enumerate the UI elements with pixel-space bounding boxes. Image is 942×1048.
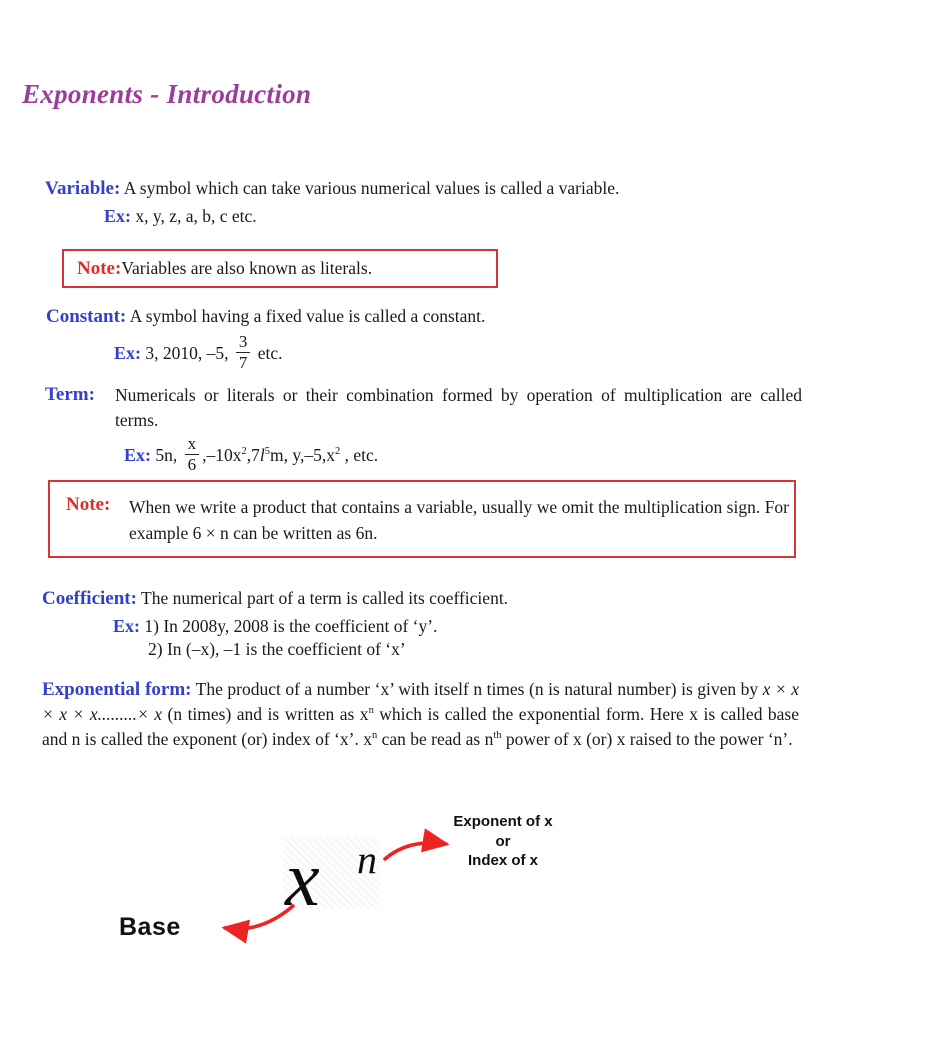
coefficient-ex-1: 1) In 2008y, 2008 is the coefficient of ‘y’. (144, 616, 438, 636)
term-heading: Term: (45, 384, 95, 405)
variable-definition: A symbol which can take various numerical values is called a variable. (123, 178, 620, 198)
constant-ex-label: Ex: (114, 343, 141, 363)
term-example-line (124, 430, 378, 480)
constant-definition: A symbol having a fixed value is called a constant. (129, 306, 486, 326)
note-box-2 (48, 480, 796, 558)
coefficient-definition-line (42, 588, 508, 610)
note1-label: Note: (77, 257, 122, 279)
term-ex-expression: 5n, $\frac{x}{6}$ $,-10x^2,7l^5m$, $y,-5,x^2$ , etc. (155, 434, 379, 475)
variable-heading: Variable: (45, 178, 121, 199)
note2-label: Note: (66, 494, 111, 515)
coefficient-example-line-2 (148, 639, 406, 660)
coefficient-ex-2: 2) In (–x), –1 is the coefficient of ‘x’ (148, 639, 406, 659)
constant-heading: Constant: (46, 306, 127, 327)
exponential-form-heading: Exponential form: (42, 679, 192, 700)
coefficient-ex-label: Ex: (113, 616, 140, 636)
note1-text: Variables are also known as literals. (121, 258, 373, 278)
exponent-label-line1: Exponent of x (453, 813, 553, 830)
page-title: Exponents - Introduction (22, 79, 312, 109)
coefficient-example-line-1 (113, 616, 437, 637)
exponent-symbol: n (357, 837, 377, 882)
constant-example-line (114, 328, 283, 378)
exponential-form-text: The product of a number ‘x’ with itself n times (n is natural number) is given by x × x × x × x.........× x (n times) and is written as $x^n$ which is called the exponential form. Here x is called base and n is called the exponent (or) index of ‘x’. $x^n$ can be read as $n^{th}$ power of x (or) x raised to the power ‘n’. (42, 679, 800, 749)
exponent-label-line3: Index of x (467, 852, 538, 869)
exponential-form-paragraph (42, 677, 799, 751)
note-box-1 (62, 249, 498, 288)
constant-ex-expression: 3, 2010, –5, $\frac{3}{7}$ etc. (145, 332, 283, 373)
fraction: $\frac{x}{6}$ (185, 435, 200, 475)
coefficient-heading: Coefficient: (42, 588, 137, 609)
variable-ex-text: x, y, z, a, b, c etc. (135, 206, 257, 226)
term-ex-label: Ex: (124, 445, 151, 465)
note2-text: When we write a product that contains a variable, usually we omit the multiplication sign. For example 6 × n can be written as 6n. (129, 497, 789, 543)
variable-ex-label: Ex: (104, 206, 131, 226)
exponent-arrow (385, 843, 446, 859)
exponent-label-line2: or (495, 832, 511, 850)
diagram-arrows (0, 795, 942, 955)
variable-definition-line (45, 178, 619, 200)
base-symbol: x (285, 835, 320, 923)
variable-example-line (104, 206, 257, 227)
fraction: $\frac{3}{7}$ (236, 333, 251, 373)
coefficient-definition: The numerical part of a term is called its coefficient. (141, 588, 509, 608)
term-definition: Numericals or literals or their combination formed by operation of multiplication are called terms. (115, 385, 802, 430)
base-arrow (225, 906, 293, 929)
base-label: Base (119, 913, 181, 941)
term-definition-block (45, 383, 802, 432)
constant-definition-line (46, 306, 485, 328)
